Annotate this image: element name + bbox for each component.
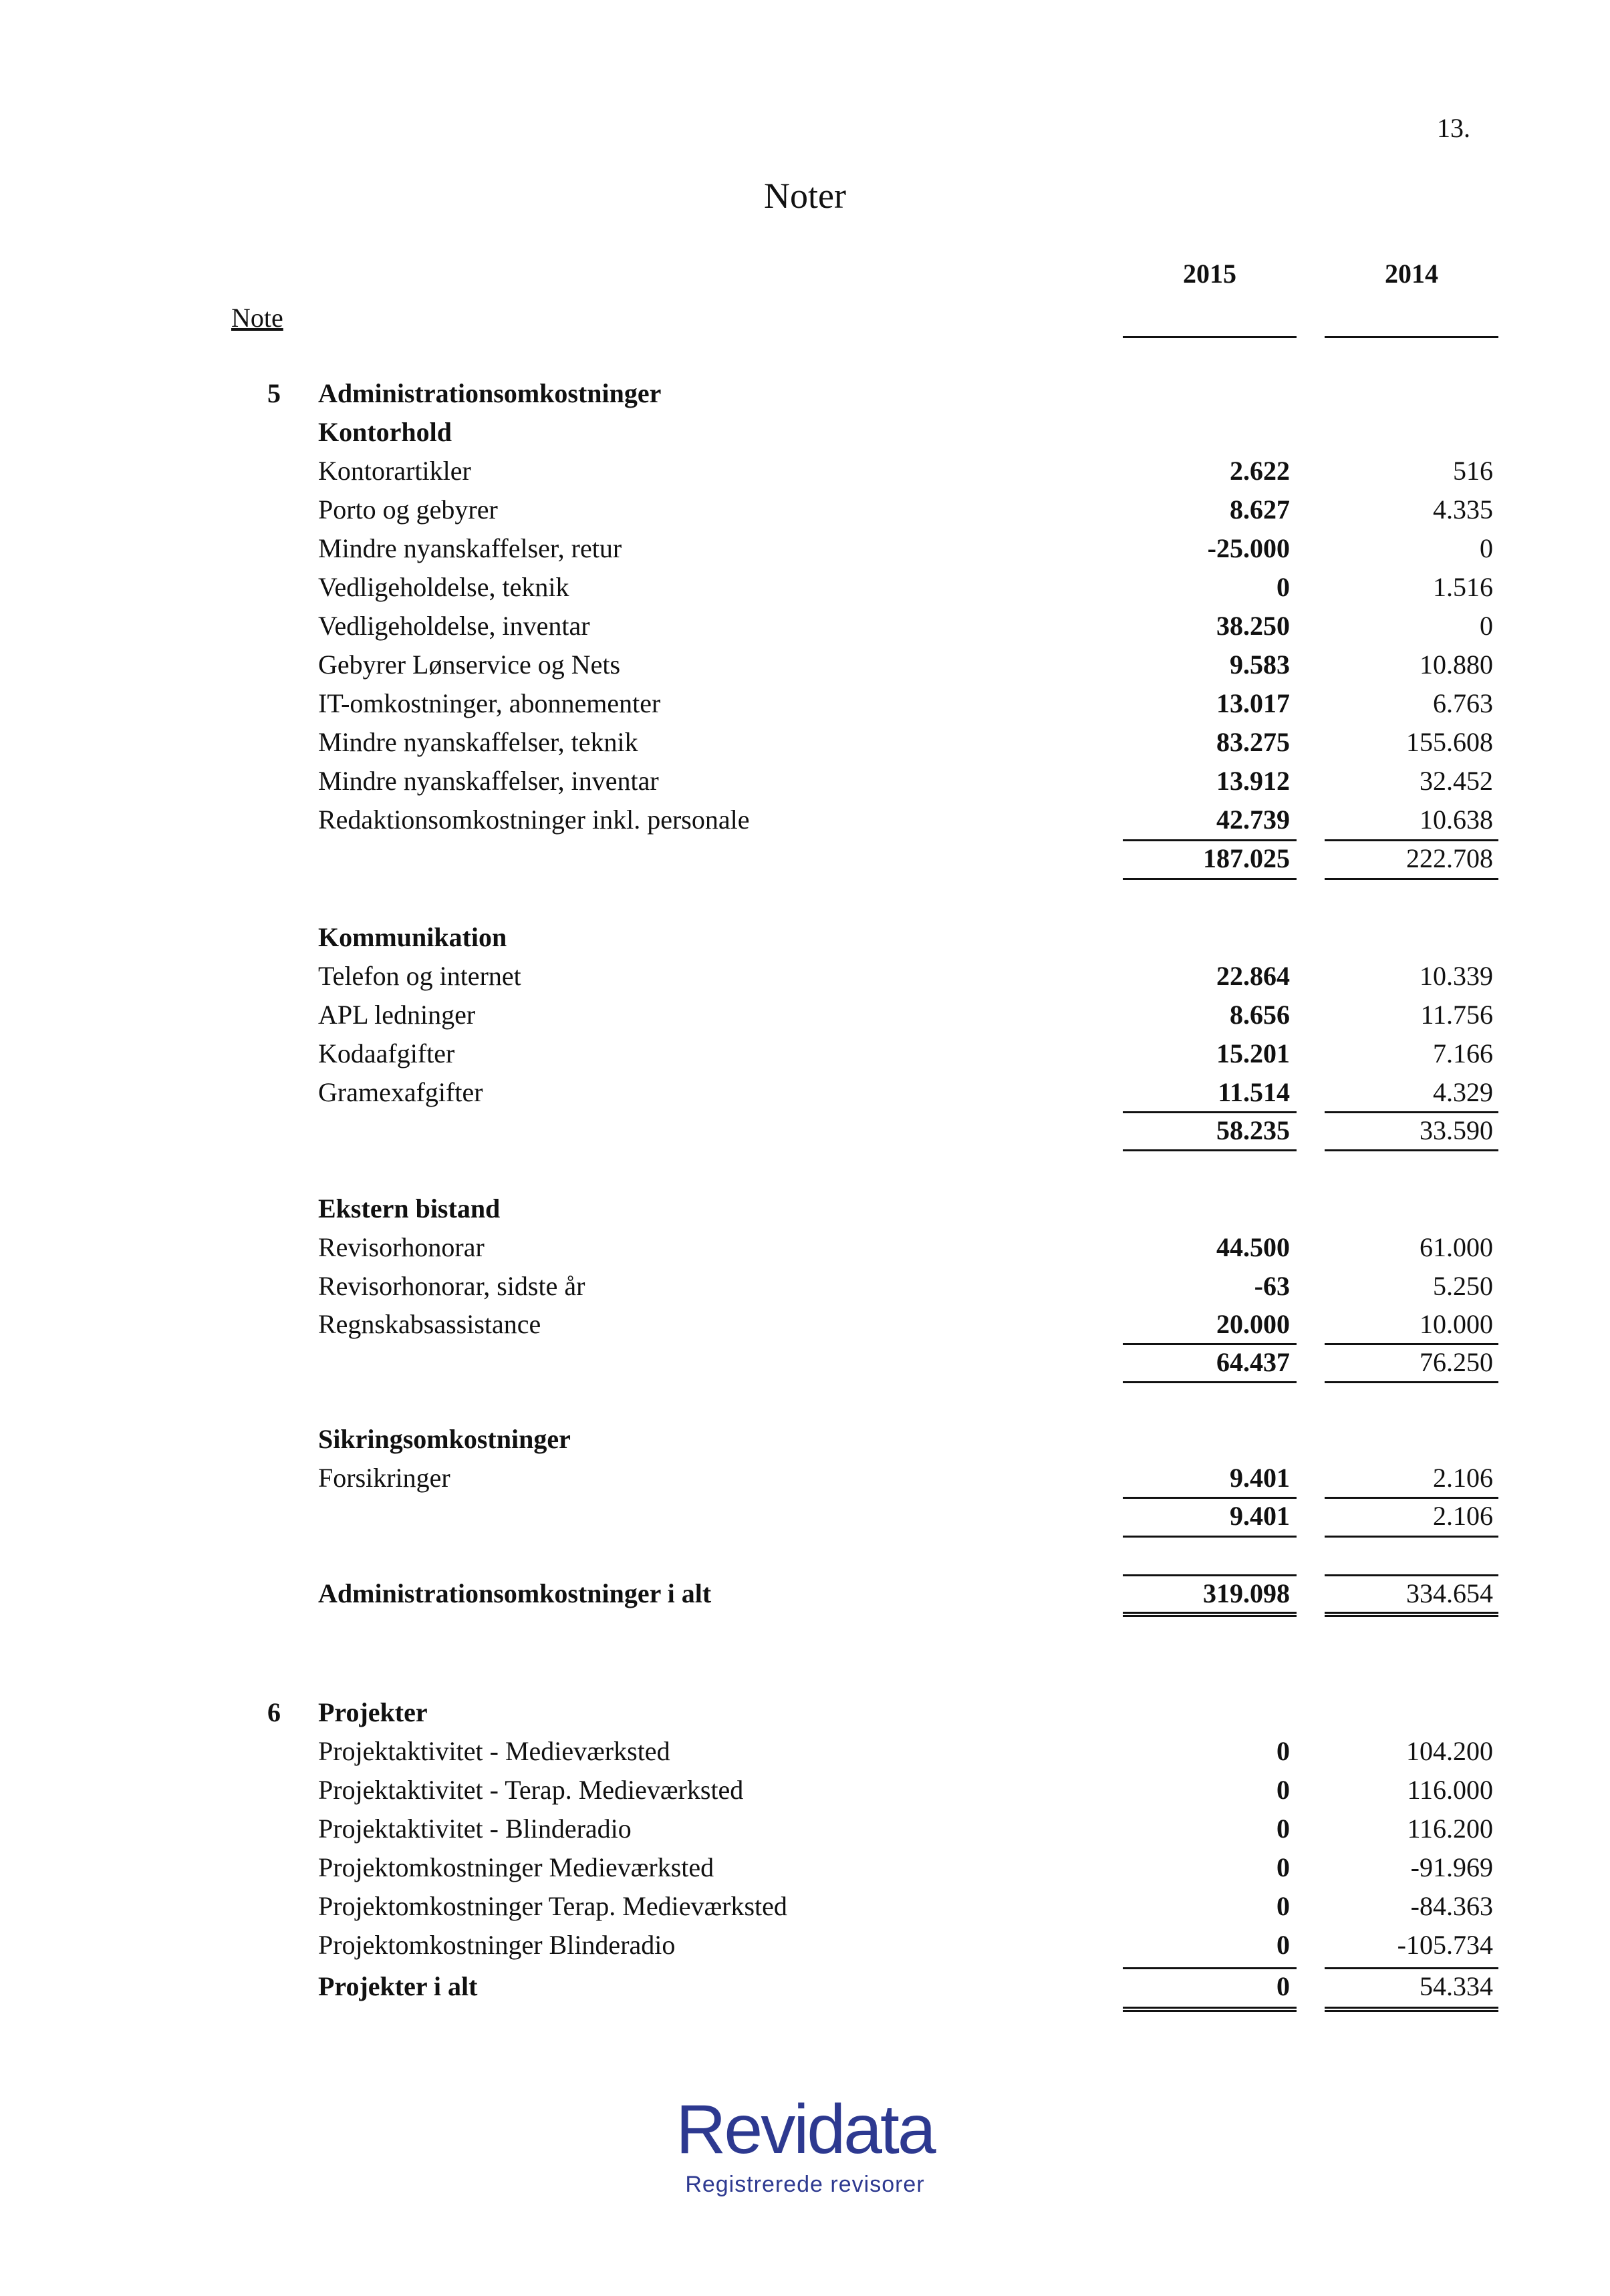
value-2015: 44.500 — [1216, 1232, 1290, 1262]
projects-double-rule-2015 — [1123, 2007, 1297, 2012]
row-label: Forsikringer — [318, 1463, 450, 1493]
value-2014: 6.763 — [1433, 688, 1493, 718]
table-row — [0, 839, 1610, 878]
table-row — [0, 1848, 1610, 1887]
value-2015: 22.864 — [1216, 961, 1290, 991]
row-label: Kontorartikler — [318, 456, 471, 486]
header-rule-2015 — [1123, 336, 1297, 338]
total-rule-2014 — [1325, 878, 1498, 880]
value-2015: 8.627 — [1230, 494, 1290, 525]
table-row — [0, 1073, 1610, 1112]
value-2015: 9.401 — [1230, 1463, 1290, 1493]
value-2014: 334.654 — [1406, 1578, 1493, 1608]
row-label: Projekter i alt — [318, 1971, 478, 2001]
value-2014: 61.000 — [1420, 1232, 1493, 1262]
table-row — [0, 1574, 1610, 1613]
table-row — [0, 762, 1610, 801]
table-row — [0, 374, 1610, 413]
row-label: Projektomkostninger Terap. Medieværksted — [318, 1891, 787, 1921]
value-2015: 0 — [1277, 1736, 1290, 1766]
value-2014: 1.516 — [1433, 572, 1493, 602]
value-2015: 83.275 — [1216, 727, 1290, 757]
value-2014: 516 — [1453, 456, 1493, 486]
value-2014: 10.000 — [1420, 1309, 1493, 1339]
value-2014: 32.452 — [1420, 766, 1493, 796]
subtotal-rule-2014 — [1325, 1967, 1498, 1969]
value-2014: 222.708 — [1406, 843, 1493, 873]
row-label: Gebyrer Lønservice og Nets — [318, 650, 621, 680]
table-row — [0, 996, 1610, 1034]
subtotal-rule-2015 — [1123, 1343, 1297, 1345]
subtotal-rule-2014 — [1325, 1343, 1498, 1345]
table-row — [0, 1693, 1610, 1732]
row-label: Sikringsomkostninger — [318, 1424, 571, 1454]
table-row — [0, 1887, 1610, 1926]
row-label: Projektaktivitet - Blinderadio — [318, 1814, 632, 1844]
projects-double-rule-2014 — [1325, 2007, 1498, 2012]
table-row — [0, 452, 1610, 490]
grand-total-rule-2015 — [1123, 1574, 1297, 1576]
value-2014: 116.000 — [1407, 1775, 1493, 1805]
value-2015: 58.235 — [1216, 1115, 1290, 1145]
subtotal-rule-2014 — [1325, 1497, 1498, 1499]
value-2015: 64.437 — [1216, 1347, 1290, 1377]
total-rule-2014 — [1325, 1381, 1498, 1383]
table-row — [0, 801, 1610, 839]
grand-total-double-rule-2014 — [1325, 1612, 1498, 1617]
value-2014: 0 — [1480, 533, 1493, 563]
column-header-2015: 2015 — [1183, 259, 1236, 289]
value-2014: 2.106 — [1433, 1501, 1493, 1531]
total-rule-2015 — [1123, 1536, 1297, 1538]
value-2014: -84.363 — [1410, 1891, 1493, 1921]
table-row — [0, 1305, 1610, 1344]
value-2014: 4.335 — [1433, 494, 1493, 525]
grand-total-double-rule-2015 — [1123, 1612, 1297, 1617]
table-row — [0, 1267, 1610, 1306]
total-rule-2015 — [1123, 1381, 1297, 1383]
column-header-2014: 2014 — [1385, 259, 1438, 289]
table-row — [0, 413, 1610, 452]
value-2015: 0 — [1277, 1814, 1290, 1844]
row-label: Kommunikation — [318, 922, 507, 952]
subtotal-rule-2014 — [1325, 839, 1498, 841]
value-2015: 8.656 — [1230, 1000, 1290, 1030]
revidata-logo: Revidata — [676, 2091, 934, 2168]
value-2015: 38.250 — [1216, 611, 1290, 641]
table-row — [0, 490, 1610, 529]
subtotal-rule-2015 — [1123, 1497, 1297, 1499]
row-label: Gramexafgifter — [318, 1077, 483, 1107]
table-row — [0, 1343, 1610, 1382]
row-label: Mindre nyanskaffelser, retur — [318, 533, 622, 563]
table-row — [0, 918, 1610, 957]
table-row — [0, 1420, 1610, 1459]
value-2014: 10.339 — [1420, 961, 1493, 991]
total-rule-2014 — [1325, 1536, 1498, 1538]
value-2015: 187.025 — [1203, 843, 1290, 873]
subtotal-rule-2014 — [1325, 1111, 1498, 1113]
table-row — [0, 645, 1610, 684]
subtotal-rule-2015 — [1123, 1111, 1297, 1113]
row-label: Administrationsomkostninger i alt — [318, 1578, 712, 1608]
value-2015: 13.912 — [1216, 766, 1290, 796]
value-2015: 42.739 — [1216, 805, 1290, 835]
table-row — [0, 1810, 1610, 1848]
value-2014: 5.250 — [1433, 1271, 1493, 1301]
table-row — [0, 1967, 1610, 2006]
total-rule-2015 — [1123, 1149, 1297, 1151]
table-row — [0, 1926, 1610, 1965]
value-2014: 2.106 — [1433, 1463, 1493, 1493]
row-label: Ekstern bistand — [318, 1193, 501, 1224]
total-rule-2014 — [1325, 1149, 1498, 1151]
table-row — [0, 1732, 1610, 1771]
value-2015: 0 — [1277, 1775, 1290, 1805]
value-2014: 4.329 — [1433, 1077, 1493, 1107]
logo-tagline: Registrerede revisorer — [685, 2172, 925, 2197]
value-2014: 10.638 — [1420, 805, 1493, 835]
value-2015: 13.017 — [1216, 688, 1290, 718]
header-rule-2014 — [1325, 336, 1498, 338]
row-label: Revisorhonorar, sidste år — [318, 1271, 585, 1301]
row-label: Kontorhold — [318, 417, 452, 447]
table-row — [0, 684, 1610, 723]
value-2015: -63 — [1254, 1271, 1290, 1301]
table-row — [0, 529, 1610, 568]
table-row — [0, 1189, 1610, 1228]
row-label: Projektaktivitet - Terap. Medieværksted — [318, 1775, 744, 1805]
row-label: Regnskabsassistance — [318, 1309, 541, 1339]
value-2015: 15.201 — [1216, 1038, 1290, 1068]
value-2015: 0 — [1277, 1891, 1290, 1921]
row-label: Mindre nyanskaffelser, inventar — [318, 766, 659, 796]
total-rule-2015 — [1123, 878, 1297, 880]
page-title: Noter — [764, 176, 846, 216]
note-number: 5 — [267, 378, 281, 408]
table-row — [0, 1034, 1610, 1073]
row-label: Kodaafgifter — [318, 1038, 455, 1068]
row-label: Mindre nyanskaffelser, teknik — [318, 727, 638, 757]
value-2015: 11.514 — [1218, 1077, 1290, 1107]
value-2014: -105.734 — [1397, 1930, 1493, 1960]
row-label: IT-omkostninger, abonnementer — [318, 688, 661, 718]
value-2015: 2.622 — [1230, 456, 1290, 486]
value-2014: 10.880 — [1420, 650, 1493, 680]
table-row — [0, 1497, 1610, 1536]
table-row — [0, 1111, 1610, 1150]
row-label: APL ledninger — [318, 1000, 476, 1030]
table-row — [0, 1459, 1610, 1497]
row-label: Projektomkostninger Medieværksted — [318, 1852, 714, 1882]
value-2014: 155.608 — [1406, 727, 1493, 757]
row-label: Vedligeholdelse, inventar — [318, 611, 590, 641]
value-2014: -91.969 — [1410, 1852, 1493, 1882]
table-row — [0, 1771, 1610, 1810]
row-label: Projekter — [318, 1697, 428, 1727]
value-2014: 33.590 — [1420, 1115, 1493, 1145]
row-label: Porto og gebyrer — [318, 494, 498, 525]
subtotal-rule-2015 — [1123, 839, 1297, 841]
row-label: Telefon og internet — [318, 961, 521, 991]
grand-total-rule-2014 — [1325, 1574, 1498, 1576]
table-row — [0, 568, 1610, 607]
note-number: 6 — [267, 1697, 281, 1727]
row-label: Projektomkostninger Blinderadio — [318, 1930, 676, 1960]
table-row — [0, 607, 1610, 645]
value-2015: 0 — [1277, 1930, 1290, 1960]
row-label: Revisorhonorar — [318, 1232, 485, 1262]
table-row — [0, 1228, 1610, 1267]
row-label: Vedligeholdelse, teknik — [318, 572, 569, 602]
value-2014: 76.250 — [1420, 1347, 1493, 1377]
value-2015: 0 — [1277, 1852, 1290, 1882]
value-2014: 11.756 — [1420, 1000, 1493, 1030]
row-label: Administrationsomkostninger — [318, 378, 662, 408]
subtotal-rule-2015 — [1123, 1967, 1297, 1969]
value-2014: 54.334 — [1420, 1971, 1493, 2001]
value-2015: 9.583 — [1230, 650, 1290, 680]
value-2014: 0 — [1480, 611, 1493, 641]
value-2015: 0 — [1277, 572, 1290, 602]
value-2015: 319.098 — [1203, 1578, 1290, 1608]
value-2014: 7.166 — [1433, 1038, 1493, 1068]
note-column-header: Note — [231, 303, 283, 333]
page-number: 13. — [1437, 113, 1470, 143]
table-row — [0, 957, 1610, 996]
row-label: Redaktionsomkostninger inkl. personale — [318, 805, 750, 835]
value-2014: 116.200 — [1407, 1814, 1493, 1844]
value-2015: 0 — [1277, 1971, 1290, 2001]
value-2014: 104.200 — [1406, 1736, 1493, 1766]
row-label: Projektaktivitet - Medieværksted — [318, 1736, 670, 1766]
value-2015: 20.000 — [1216, 1309, 1290, 1339]
value-2015: -25.000 — [1207, 533, 1290, 563]
table-row — [0, 723, 1610, 762]
value-2015: 9.401 — [1230, 1501, 1290, 1531]
